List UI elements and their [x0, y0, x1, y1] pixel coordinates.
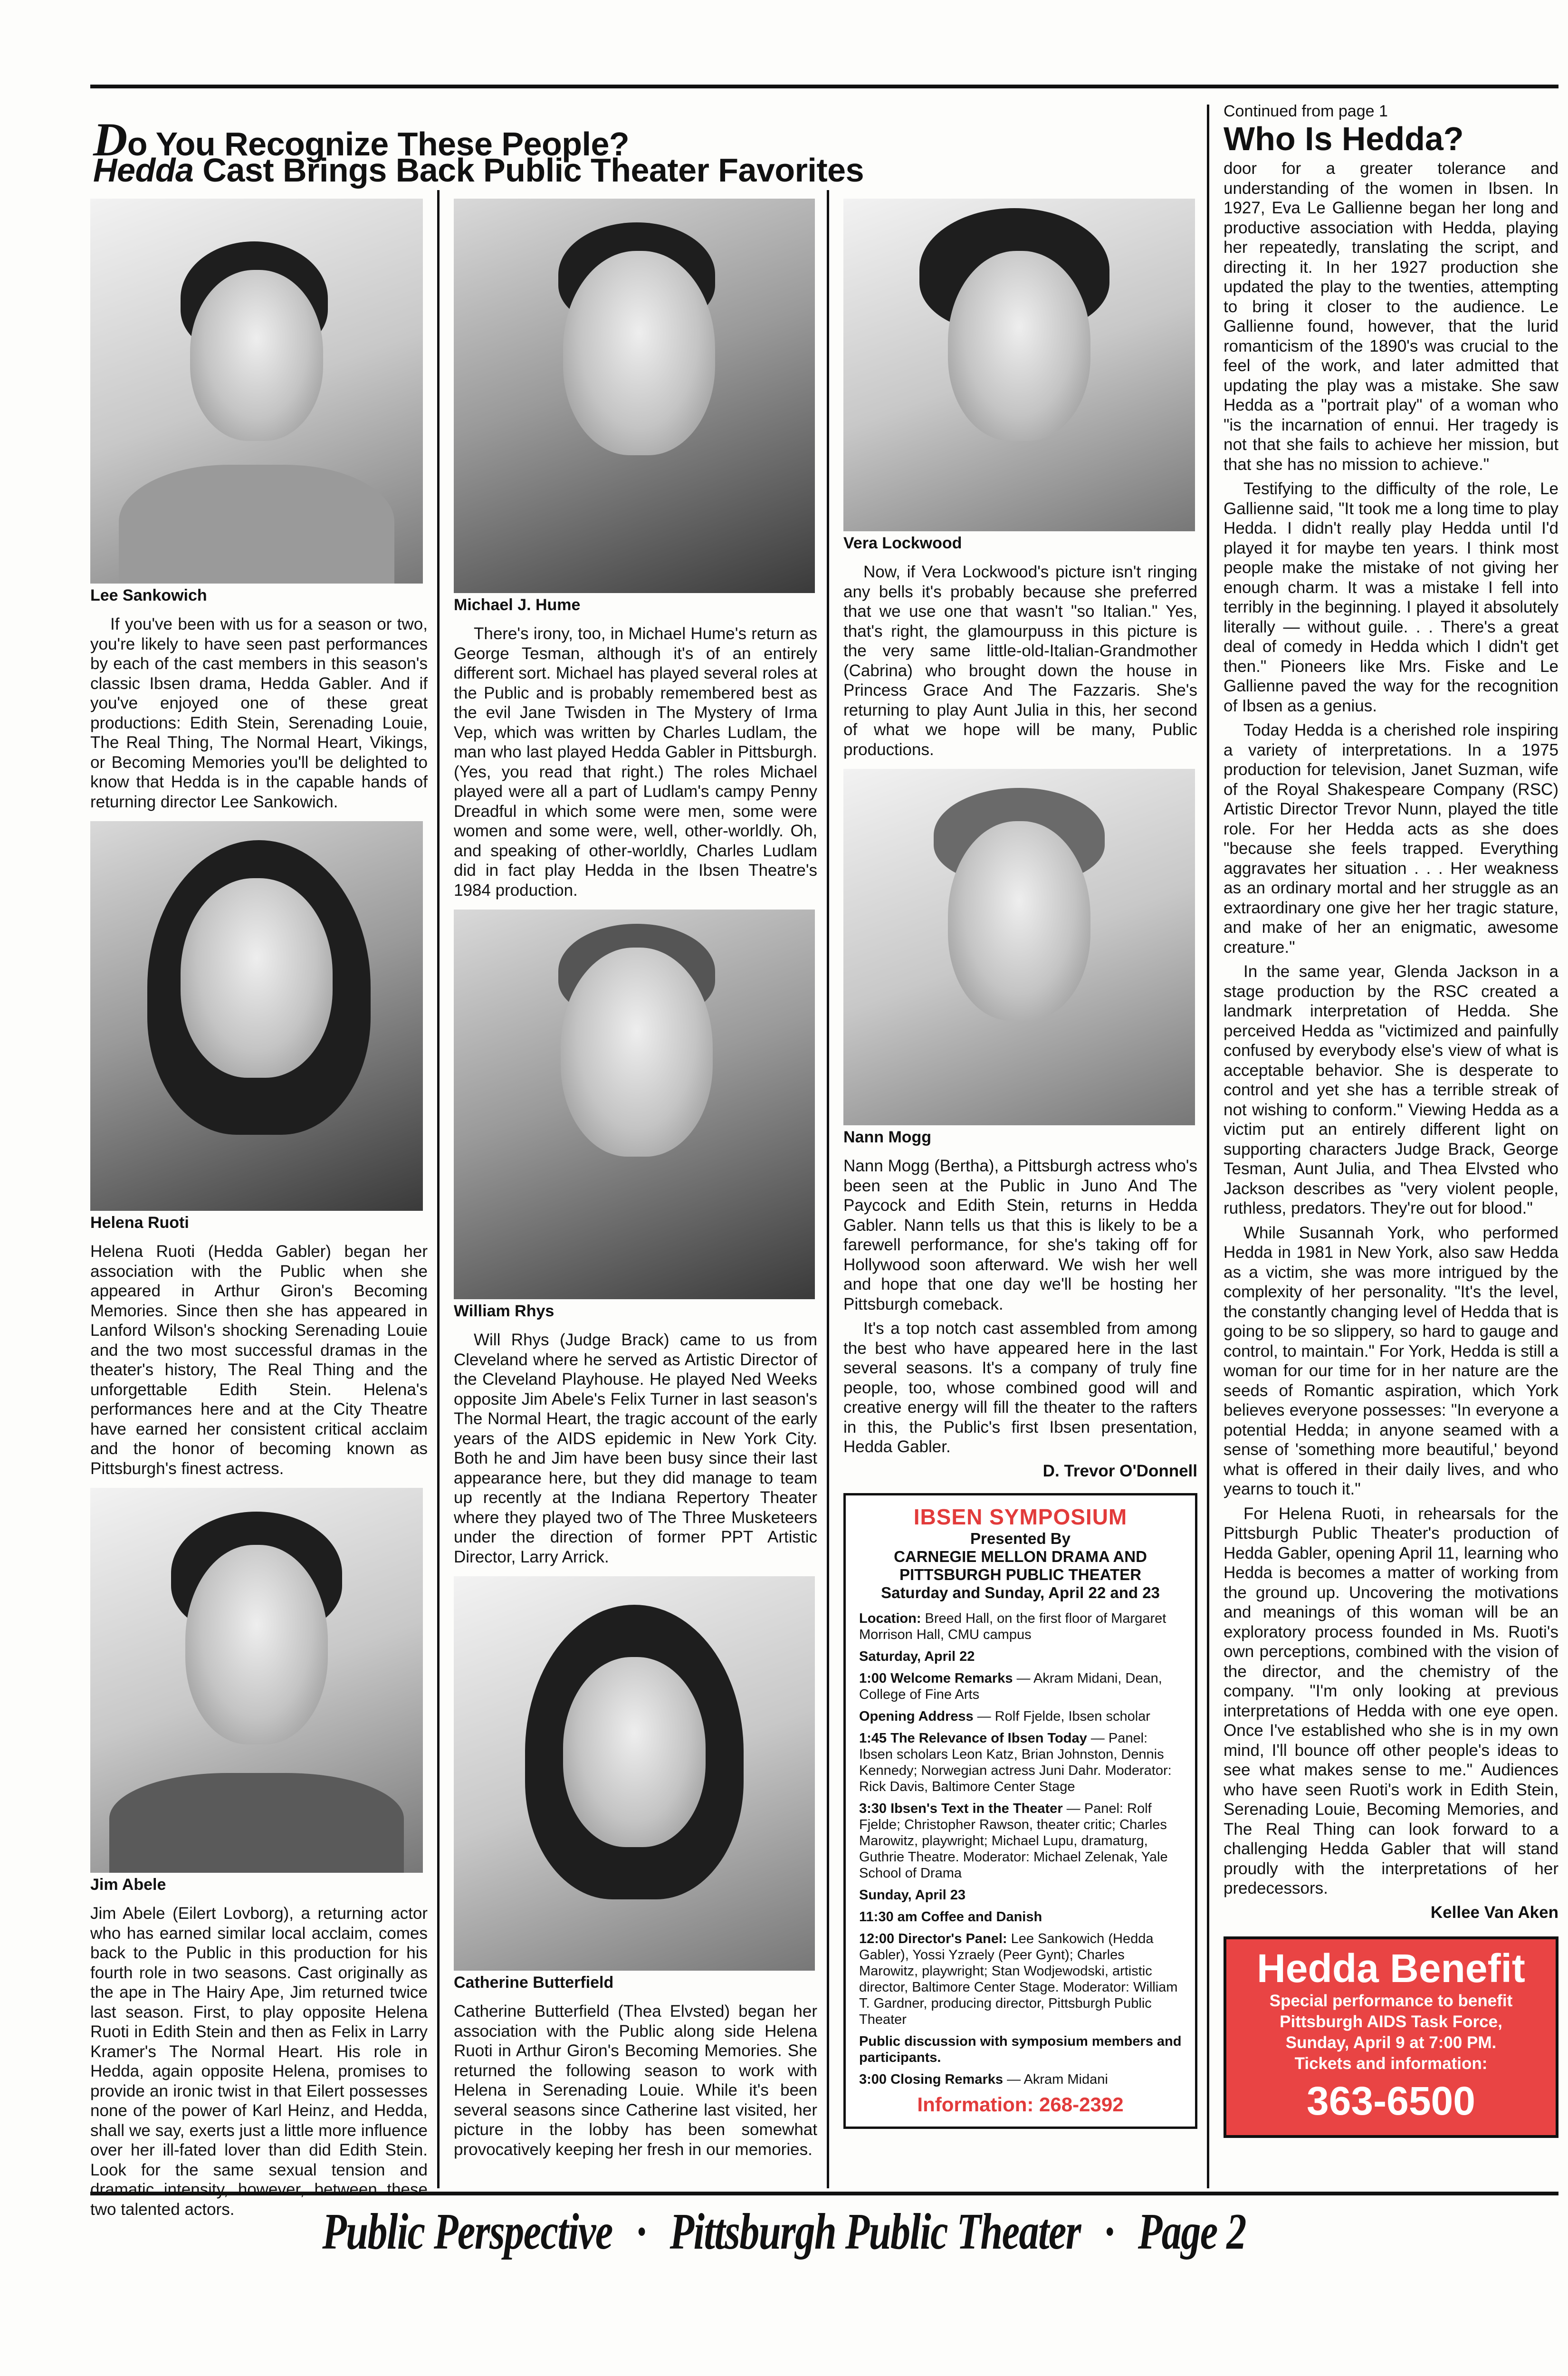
- hedda-paragraph: While Susannah York, who performed Hedda in 1981 in New York, also saw Hedda as a victim, she was more intrigued by the complexity of her personality. "It's the level, the constantly changing level of Hedda that is going to be so slippery, so hard to gauge and control, to maintain." For York, Hedda is still a woman for our time for in her nature are the seeds of Romantic aspiration, which York believes everyone possesses: "In everyone a potential Hedda; in anyone seamed with a sense of 'something more beautiful,' beyond what is offered in their daily lives, and who yearns to touch it.": [1224, 1223, 1558, 1498]
- benefit-line-2: Pittsburgh AIDS Task Force,: [1280, 2012, 1502, 2031]
- headline-line1-text: o You Recognize These People?: [127, 125, 630, 163]
- column-rule-1: [437, 190, 440, 2188]
- benefit-title: Hedda Benefit: [1257, 1945, 1525, 1991]
- benefit-line-3: Sunday, April 9 at 7:00 PM.: [1285, 2033, 1497, 2052]
- photo-catherine-butterfield: [454, 1576, 815, 1971]
- symposium-line: [859, 2033, 1182, 2066]
- symposium-line-bold: Public discussion with symposium members and participants.: [859, 2033, 1182, 2065]
- symposium-line: [859, 1648, 1182, 1665]
- symposium-info: Information: 268-2392: [917, 2093, 1124, 2116]
- symposium-line-text: — Akram Midani: [1003, 2071, 1108, 2087]
- page-footer: [172, 2203, 1396, 2261]
- column-1: [90, 199, 428, 2224]
- symposium-presented: Presented By: [970, 1529, 1071, 1547]
- benefit-phone: 363-6500: [1307, 2078, 1475, 2123]
- symposium-presenters: CARNEGIE MELLON DRAMA AND PITTSBURGH PUBLIC THEATER: [894, 1547, 1147, 1583]
- caption-lee-sankowich: Lee Sankowich: [90, 586, 207, 604]
- article-sankowich: [90, 614, 428, 812]
- symposium-line: [859, 1909, 1182, 1925]
- paragraph-lockwood: Now, if Vera Lockwood's picture isn't ringing any bells it's probably because she preferred that we use one that wasn't "so Italian." Yes, that's right, the glamourpuss in this picture is the very same little-old-Italian-Grandmother (Cabrina) who brought down the house in Princess Grace And The Fazzaris. She's returning to play Aunt Julia in this, her second of what we hope will be many, Public productions.: [843, 563, 1197, 759]
- benefit-line-1: Special performance to benefit: [1269, 1991, 1513, 2010]
- paragraph-hume: There's irony, too, in Michael Hume's return as George Tesman, although it's of an entirely different sort. Michael has played several roles at the Public and is probably remembered best as the evil Jane Twisden in The Mystery of Irma Vep, which was written by Charles Ludlam, the man who last played Hedda Gabler in Pittsburgh. (Yes, you read that right.) The roles Michael played were all a part of Ludlam's campy Penny Dreadful in which some were men, some were women and some were, well, other-worldly. Oh, and speaking of other-worldly, Charles Ludlam did in fact play Hedda in the Ibsen Theatre's 1984 production.: [454, 624, 817, 900]
- photo-lee-sankowich: [90, 199, 423, 584]
- symposium-line-bold: Sunday, April 23: [859, 1887, 966, 1903]
- hedda-paragraph: In the same year, Glenda Jackson in a stage production by the RSC created a landmark interpretation of Hedda. She perceived Hedda as "victimized and painfully confused by everybody else's view of what is acceptable behavior. She is desperate to control and yet she has a terrible streak of not wishing to conform." Viewing Hedda as a victim put an entirely different light on supporting characters Judge Brack, George Tesman, Aunt Julia, and Thea Elvsted who Jackson describes as "very violent people, ruthless, predators. They're out for blood.": [1224, 962, 1558, 1217]
- symposium-line-bold: 12:00 Director's Panel:: [859, 1931, 1007, 1946]
- symposium-line-bold: Location:: [859, 1610, 921, 1626]
- hedda-paragraph: Today Hedda is a cherished role inspiring a variety of interpretations. In a 1975 production for television, Janet Suzman, wife of the Royal Shakespeare Company (RSC) Artistic Director Trevor Nunn, played the title role. For her Hedda acts as she does "because she feels trapped. Everything aggravates her situation . . . Her weakness as an ordinary mortal and her struggle as an extraordinary one give her her tragic stature, and make of her an enigmatic, awesome creature.": [1224, 721, 1558, 957]
- section-title: Who Is Hedda?: [1224, 120, 1464, 157]
- symposium-line-text: — Akram Midani, Dean, College of Fine Arts: [859, 1670, 1162, 1702]
- benefit-line-4: Tickets and information:: [1294, 2054, 1488, 2073]
- hedda-article: [1224, 159, 1558, 1898]
- symposium-line-bold: 11:30 am Coffee and Danish: [859, 1909, 1042, 1925]
- symposium-line-text: — Panel: Rolf Fjelde; Christopher Rawson, theater critic; Charles Marowitz, playwright; Michael Lupu, dramaturg, Guthrie Theatre. Moderator: Michael Zelenak, Yale School of Drama: [859, 1801, 1168, 1881]
- hedda-benefit-box: [1224, 1936, 1558, 2138]
- paragraph-abele: Jim Abele (Eilert Lovborg), a returning actor who has earned similar local acclaim, comes back to the Public in this production for his fourth role in two seasons. Cast originally as the ape in The Hairy Ape, Jim returned twice last season. First, to play opposite Helena Ruoti in Edith Stein and then as Felix in Larry Kramer's The Normal Heart. His role in Hedda, again opposite Helena, promises to provide an ironic twist in that Eilert possesses none of the power of Karl Heinz, and Hedda, shall we say, exerts just a little more influence over her ill-fated lover than did Edith Stein. Look for the same sexual tension and dramatic intensity, however, between these two talented actors.: [90, 1904, 428, 2219]
- symposium-line: [859, 2071, 1182, 2088]
- headline-dropcap: D: [93, 113, 127, 166]
- photo-vera-lockwood: [843, 199, 1195, 531]
- caption-william-rhys: William Rhys: [454, 1302, 555, 1320]
- symposium-schedule: [859, 1610, 1182, 2088]
- paragraph-butterfield: Catherine Butterfield (Thea Elvsted) began her association with the Public along side Helena Ruoti in Arthur Giron's Becoming Memories. She returned the following season to work with Helena in Serenading Louie. While it's been several seasons since Catherine last visited, her picture in the lobby has been somewhat provocatively keeping her fresh in our memories.: [454, 2002, 817, 2159]
- symposium-line-bold: 1:00 Welcome Remarks: [859, 1670, 1013, 1686]
- paragraph-ruoti: Helena Ruoti (Hedda Gabler) began her association with the Public when she appeared in Arthur Giron's Becoming Memories. Since then she has appeared in Lanford Wilson's shocking Serenading Louie and the two most successful dramas in the theater's history, The Real Thing and the unforgettable Edith Stein. Helena's performances here and at the City Theatre have earned her consistent critical acclaim and the honor of becoming known as Pittsburgh's finest actress.: [90, 1242, 428, 1478]
- article-rhys: [454, 1330, 817, 1567]
- article-mogg: [843, 1156, 1197, 1457]
- caption-nann-mogg: Nann Mogg: [843, 1128, 932, 1146]
- headline-line2-text: Cast Brings Back Public Theater Favorites: [193, 152, 864, 189]
- symposium-line-text: Lee Sankowich (Hedda Gabler), Yossi Yzraely (Peer Gynt); Charles Marowitz, playwright; Stan Wodjewodski, artistic director, Baltimore Center Stage. Moderator: William T. Gardner, producing director, Pittsburgh Public Theater: [859, 1931, 1178, 2027]
- caption-helena-ruoti: Helena Ruoti: [90, 1214, 189, 1232]
- symposium-line: [859, 1708, 1182, 1725]
- headline-hedda: Hedda: [93, 152, 194, 189]
- hedda-paragraph: Testifying to the difficulty of the role, Le Gallienne said, "It took me a long time to play Hedda. I didn't really play Hedda until I'd played it for maybe ten years. I think most people make the mistake of not giving her enough charm. It was a mistake I fell into terribly in the beginning. I played it absolutely literally — without guile. . . There's a great deal of comedy in Hedda which I didn't get then." Pioneers like Mrs. Fiske and Le Gallienne paved the way for the recognition of Ibsen as a genius.: [1224, 479, 1558, 715]
- symposium-line-bold: 3:00 Closing Remarks: [859, 2071, 1004, 2087]
- byline-van-aken: Kellee Van Aken: [1430, 1903, 1558, 1922]
- column-2: [454, 199, 817, 2164]
- symposium-line: [859, 1931, 1182, 2028]
- column-4: [1224, 102, 1558, 2138]
- symposium-line: [859, 1730, 1182, 1795]
- ibsen-symposium-box: [843, 1493, 1197, 2129]
- paragraph-mogg: Nann Mogg (Bertha), a Pittsburgh actress who's been seen at the Public in Juno And The Paycock and Edith Stein, returns in Hedda Gabler. Nann tells us that this is likely to be a farewell performance, for she's taking off for Hollywood soon afterward. We wish her well and hope that one day we'll be hosting her Pittsburgh comeback.: [843, 1157, 1197, 1313]
- photo-michael-hume: [454, 199, 815, 593]
- symposium-line: [859, 1610, 1182, 1643]
- symposium-title: IBSEN SYMPOSIUM: [913, 1504, 1128, 1529]
- symposium-line-text: — Panel: Ibsen scholars Leon Katz, Brian Johnston, Dennis Kennedy; Norwegian actress Juni Dahr. Moderator: Rick Davis, Baltimore Center Stage: [859, 1730, 1172, 1794]
- caption-vera-lockwood: Vera Lockwood: [843, 534, 962, 552]
- headline-line-2: [93, 151, 864, 189]
- symposium-line: [859, 1670, 1182, 1703]
- symposium-line-text: — Rolf Fjelde, Ibsen scholar: [973, 1708, 1150, 1724]
- symposium-line-bold: 1:45 The Relevance of Ibsen Today: [859, 1730, 1087, 1746]
- footer-theater: Pittsburgh Public Theater: [669, 2204, 1080, 2260]
- column-3: [843, 199, 1197, 2129]
- paragraph-rhys: Will Rhys (Judge Brack) came to us from Cleveland where he served as Artistic Director of the Cleveland Playhouse. He played Ned Weeks opposite Jim Abele's Felix Turner in last season's The Normal Heart, the tragic account of the early years of the AIDS epidemic in New York City. Both he and Jim have been busy since their last appearance here, but they did manage to team up recently at the Indiana Repertory Theater where they played two of The Three Musketeers under the direction of former PPT Artistic Director, Larry Arrick.: [454, 1331, 817, 1566]
- symposium-line-bold: 3:30 Ibsen's Text in the Theater: [859, 1801, 1063, 1816]
- caption-jim-abele: Jim Abele: [90, 1876, 166, 1894]
- footer-sep-1: ·: [636, 2204, 646, 2260]
- continued-label: Continued from page 1: [1224, 102, 1388, 120]
- article-abele: [90, 1904, 428, 2219]
- photo-william-rhys: [454, 910, 815, 1299]
- symposium-line: [859, 1887, 1182, 1903]
- byline-odonnell: D. Trevor O'Donnell: [1042, 1461, 1197, 1480]
- column-rule-3: [1207, 105, 1209, 2188]
- article-lockwood: [843, 562, 1197, 759]
- article-butterfield: [454, 2002, 817, 2159]
- top-rule: [90, 85, 1558, 88]
- paragraph-wrap: It's a top notch cast assembled from among the best who have appeared here in the last several seasons. It's a company of truly fine people, too, whose combined good will and creative energy will fill the theater to the rafters in this, the Public's first Ibsen presentation, Hedda Gabler.: [843, 1319, 1197, 1456]
- symposium-line-text: Breed Hall, on the first floor of Margaret Morrison Hall, CMU campus: [859, 1610, 1166, 1642]
- symposium-dates: Saturday and Sunday, April 22 and 23: [881, 1583, 1160, 1601]
- article-ruoti: [90, 1242, 428, 1478]
- symposium-line: [859, 1801, 1182, 1881]
- photo-jim-abele: [90, 1488, 423, 1873]
- footer-sep-2: ·: [1104, 2204, 1114, 2260]
- footer-page-number: Page 2: [1138, 2204, 1246, 2260]
- caption-michael-hume: Michael J. Hume: [454, 596, 581, 614]
- column-rule-2: [827, 190, 829, 2188]
- paragraph-sankowich: If you've been with us for a season or two, you're likely to have seen past performances by each of the cast members in this season's classic Ibsen drama, Hedda Gabler. And if you've enjoyed one of these great productions: Edith Stein, Serenading Louie, The Real Thing, The Normal Heart, Vikings, or Becoming Memories you'll be delighted to know that Hedda is in the capable hands of returning director Lee Sankowich.: [90, 615, 428, 811]
- article-hume: [454, 624, 817, 900]
- hedda-paragraph: For Helena Ruoti, in rehearsals for the Pittsburgh Public Theater's production of Hedda Gabler, opening April 11, learning who Hedda is becomes a matter of working from the ground up. Uncovering the motivations and meanings of this woman will be an exploratory process founded in Ms. Ruoti's own perceptions, combined with the vision of the director, and the chemistry of the company. "I'm only looking at previous interpretations of Hedda with one eye open. Once I've established who she is in my own mind, I'll bounce off other people's ideas to see what makes sense to me." Audiences who have seen Ruoti's work in Edith Stein, Serenading Louie, Becoming Memories, and The Real Thing can look forward to a challenging Hedda Gabler that will stand proudly with the interpretations of her predecessors.: [1224, 1504, 1558, 1897]
- symposium-line-bold: Saturday, April 22: [859, 1648, 975, 1664]
- hedda-paragraph: door for a greater tolerance and understanding of the women in Ibsen. In 1927, Eva Le Gallienne began her long and productive association with Hedda, playing her repeatedly, translating the script, and directing it. In her 1927 production she updated the play to the twenties, attempting to bring it closer to the audience. Le Gallienne found, however, that the lurid romanticism of the 1890's was crucial to the feel of the work, and later admitted that updating the play was a mistake. She saw Hedda as a "portrait play" of a woman who "is the incarnation of ennui. Her tragedy is not that she fails to achieve her mission, but that she has no mission to achieve.": [1224, 159, 1558, 474]
- footer-publication: Public Perspective: [322, 2204, 612, 2260]
- photo-helena-ruoti: [90, 821, 423, 1211]
- photo-nann-mogg: [843, 769, 1195, 1125]
- symposium-line-bold: Opening Address: [859, 1708, 974, 1724]
- caption-catherine-butterfield: Catherine Butterfield: [454, 1974, 614, 1992]
